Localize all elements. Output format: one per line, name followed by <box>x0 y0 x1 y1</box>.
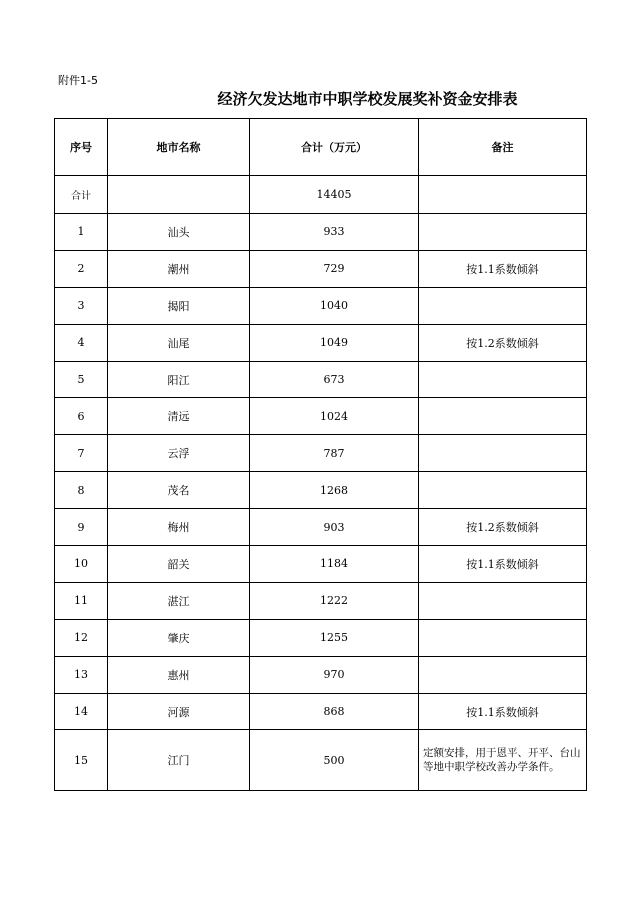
table-row <box>55 546 587 583</box>
cell-seq: 13 <box>55 656 108 693</box>
cell-amount: 1222 <box>250 582 419 619</box>
cell-city: 梅州 <box>108 509 250 546</box>
header-city: 地市名称 <box>108 119 250 176</box>
table-row <box>55 509 587 546</box>
cell-note <box>419 582 587 619</box>
total-seq: 合计 <box>55 176 108 214</box>
cell-city: 肇庆 <box>108 619 250 656</box>
cell-note <box>419 214 587 251</box>
cell-amount: 1268 <box>250 472 419 509</box>
table-row <box>55 656 587 693</box>
table-row <box>55 472 587 509</box>
cell-seq: 6 <box>55 398 108 435</box>
table-row <box>55 250 587 287</box>
table-row <box>55 730 587 791</box>
attachment-label: 附件1-5 <box>58 74 98 87</box>
cell-note: 定额安排，用于恩平、开平、台山等地中职学校改善办学条件。 <box>419 730 587 791</box>
cell-amount: 729 <box>250 250 419 287</box>
cell-note: 按1.1系数倾斜 <box>419 546 587 583</box>
cell-note <box>419 472 587 509</box>
total-amount: 14405 <box>250 176 419 214</box>
cell-amount: 970 <box>250 656 419 693</box>
cell-seq: 12 <box>55 619 108 656</box>
cell-seq: 7 <box>55 435 108 472</box>
cell-city: 云浮 <box>108 435 250 472</box>
cell-note <box>419 398 587 435</box>
cell-seq: 3 <box>55 287 108 324</box>
cell-amount: 868 <box>250 693 419 730</box>
cell-seq: 1 <box>55 214 108 251</box>
cell-amount: 787 <box>250 435 419 472</box>
cell-seq: 15 <box>55 730 108 791</box>
cell-amount: 1024 <box>250 398 419 435</box>
header-note: 备注 <box>419 119 587 176</box>
cell-city: 湛江 <box>108 582 250 619</box>
table-row <box>55 214 587 251</box>
cell-note <box>419 656 587 693</box>
cell-note <box>419 361 587 398</box>
page-title: 经济欠发达地市中职学校发展奖补资金安排表 <box>217 90 518 108</box>
cell-seq: 2 <box>55 250 108 287</box>
cell-amount: 1040 <box>250 287 419 324</box>
cell-city: 汕尾 <box>108 324 250 361</box>
cell-amount: 1255 <box>250 619 419 656</box>
cell-seq: 9 <box>55 509 108 546</box>
table-row <box>55 435 587 472</box>
cell-amount: 933 <box>250 214 419 251</box>
header-seq: 序号 <box>55 119 108 176</box>
table-row <box>55 582 587 619</box>
table-row <box>55 324 587 361</box>
table-header-row <box>55 119 587 176</box>
cell-city: 清远 <box>108 398 250 435</box>
table-row <box>55 619 587 656</box>
cell-seq: 4 <box>55 324 108 361</box>
cell-amount: 1184 <box>250 546 419 583</box>
cell-city: 阳江 <box>108 361 250 398</box>
table-row <box>55 287 587 324</box>
table-row <box>55 398 587 435</box>
total-row <box>55 176 587 214</box>
cell-note: 按1.2系数倾斜 <box>419 324 587 361</box>
table-row <box>55 361 587 398</box>
cell-city: 江门 <box>108 730 250 791</box>
cell-city: 韶关 <box>108 546 250 583</box>
cell-amount: 673 <box>250 361 419 398</box>
cell-city: 惠州 <box>108 656 250 693</box>
cell-city: 河源 <box>108 693 250 730</box>
cell-note: 按1.1系数倾斜 <box>419 250 587 287</box>
cell-note <box>419 619 587 656</box>
cell-city: 揭阳 <box>108 287 250 324</box>
cell-seq: 10 <box>55 546 108 583</box>
table-row <box>55 693 587 730</box>
cell-city: 汕头 <box>108 214 250 251</box>
total-city <box>108 176 250 214</box>
cell-seq: 8 <box>55 472 108 509</box>
cell-note <box>419 435 587 472</box>
allocation-table <box>54 118 587 791</box>
cell-seq: 5 <box>55 361 108 398</box>
cell-seq: 14 <box>55 693 108 730</box>
cell-seq: 11 <box>55 582 108 619</box>
cell-amount: 500 <box>250 730 419 791</box>
cell-city: 茂名 <box>108 472 250 509</box>
cell-note: 按1.2系数倾斜 <box>419 509 587 546</box>
header-amount: 合计（万元） <box>250 119 419 176</box>
cell-amount: 1049 <box>250 324 419 361</box>
cell-city: 潮州 <box>108 250 250 287</box>
cell-note <box>419 287 587 324</box>
cell-amount: 903 <box>250 509 419 546</box>
total-note <box>419 176 587 214</box>
cell-note: 按1.1系数倾斜 <box>419 693 587 730</box>
